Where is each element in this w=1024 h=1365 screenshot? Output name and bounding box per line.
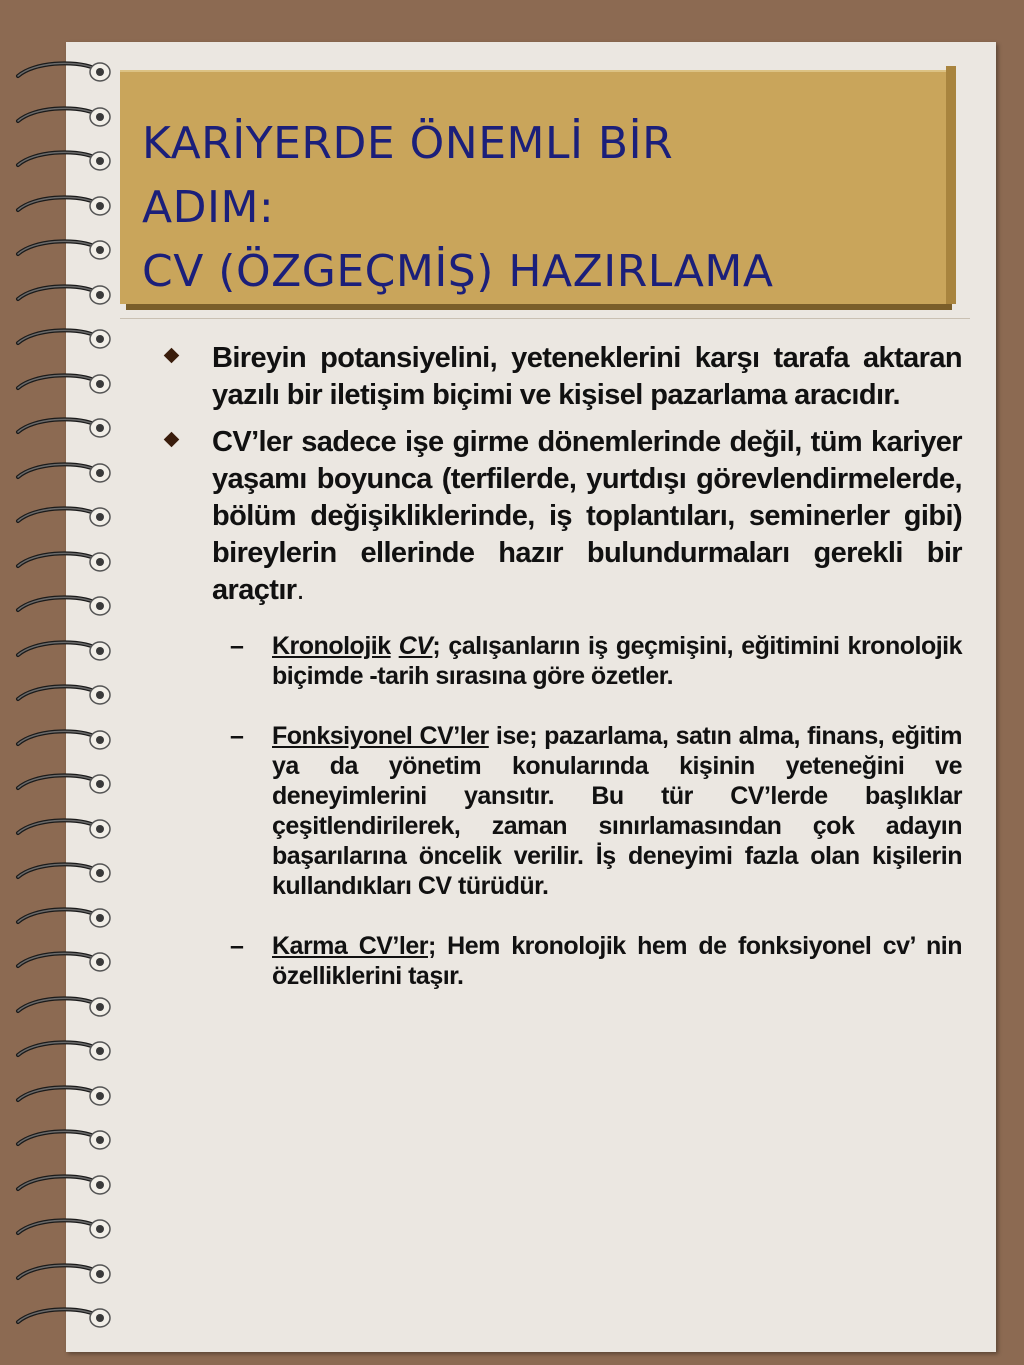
bullet-text: CV’ler sadece işe girme dönemlerinde değil, tüm kariyer yaşamı boyunca (terfilerde, yurtdışı görevlendirmelerde, bölüm değişikliklerinde, iş toplantıları, seminerler gibi) bireylerin ellerinde hazır bulundurmaları gerekli bir araçtır [212, 426, 962, 606]
dash-marker: – [230, 722, 244, 750]
spiral-ring-icon [14, 281, 114, 307]
content-body [160, 340, 962, 1021]
bullet-item [160, 340, 962, 414]
spiral-ring-icon [14, 993, 114, 1019]
spiral-ring-icon [14, 192, 114, 218]
sub-text: ; Hem kronolojik hem de fonksiyonel cv’ nin özelliklerini taşır. [272, 932, 962, 990]
spiral-ring-icon [14, 414, 114, 440]
sub-text: ise; pazarlama, satın alma, finans, eğitim ya da yönetim konularında kişinin yeteneğini ve deneyimlerini yansıtır. Bu tür CV’lerde başlıklar çeşitlendirilerek, zaman sınırlamasından çok adayın başarılarına öncelik verilir. İş deneyimi fazla olan kişilerin kullandıkları CV türüdür. [272, 722, 962, 900]
bullet-item [160, 424, 962, 609]
spiral-ring-icon [14, 637, 114, 663]
sub-item-functional [160, 721, 962, 901]
sub-lead: Fonksiyonel CV’ler [272, 722, 489, 750]
spiral-ring-icon [14, 859, 114, 885]
title-banner-bevel [946, 66, 956, 304]
spiral-ring-icon [14, 1126, 114, 1152]
spiral-ring-icon [14, 681, 114, 707]
spiral-ring-icon [14, 1215, 114, 1241]
spiral-ring-icon [14, 770, 114, 796]
spiral-ring-icon [14, 103, 114, 129]
sub-text: ; çalışanların iş geçmişini, eğitimini kronolojik biçimde -tarih sırasına göre özetler. [272, 632, 963, 690]
page-title [142, 112, 932, 304]
divider [120, 318, 970, 319]
spiral-ring-icon [14, 726, 114, 752]
title-line-1: KARİYERDE ÖNEMLİ BİR [142, 118, 674, 169]
spiral-ring-icon [14, 147, 114, 173]
sub-lead: Kronolojik [272, 632, 391, 660]
sub-item-combined [160, 931, 962, 991]
spiral-ring-icon [14, 548, 114, 574]
title-line-2: ADIM: [142, 182, 275, 233]
spiral-ring-icon [14, 1082, 114, 1108]
title-line-3: CV (ÖZGEÇMİŞ) HAZIRLAMA [142, 246, 774, 297]
sub-lead: Karma CV’ler [272, 932, 428, 960]
diamond-icon [164, 432, 180, 448]
sub-item-chronological [160, 631, 962, 691]
dash-marker: – [230, 632, 244, 660]
dash-marker: – [230, 932, 244, 960]
bullet-end: . [296, 574, 304, 606]
spiral-ring-icon [14, 503, 114, 529]
spiral-ring-icon [14, 904, 114, 930]
spiral-ring-icon [14, 1304, 114, 1330]
spiral-ring-icon [14, 948, 114, 974]
diamond-icon [164, 348, 180, 364]
bullet-text: Bireyin potansiyelini, yeteneklerini karşı tarafa aktaran yazılı bir iletişim biçimi ve kişisel pazarlama aracıdır. [212, 342, 962, 411]
spiral-ring-icon [14, 370, 114, 396]
spiral-ring-icon [14, 592, 114, 618]
spiral-ring-icon [14, 236, 114, 262]
spiral-ring-icon [14, 58, 114, 84]
spiral-ring-icon [14, 459, 114, 485]
sub-lead-italic: CV [398, 632, 433, 660]
spiral-ring-icon [14, 1171, 114, 1197]
spiral-binding [0, 0, 120, 1365]
spiral-ring-icon [14, 1037, 114, 1063]
spiral-ring-icon [14, 815, 114, 841]
spiral-ring-icon [14, 1260, 114, 1286]
spiral-ring-icon [14, 325, 114, 351]
title-banner [120, 70, 946, 304]
